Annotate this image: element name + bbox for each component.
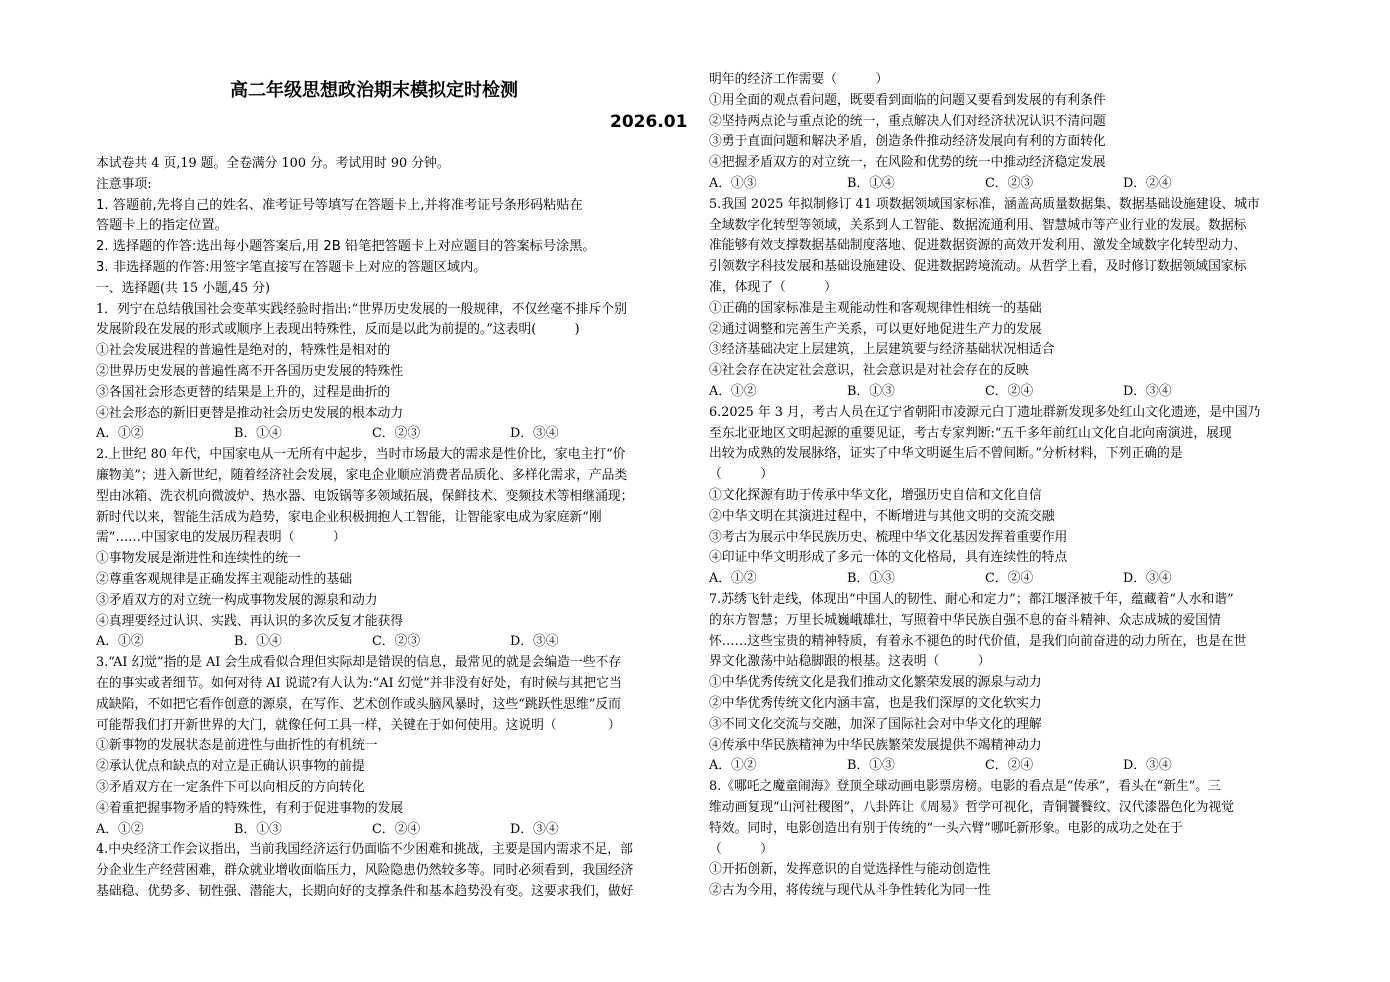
text-line: ①用全面的观点看问题，既要看到面临的问题又要看到发展的有利条件 bbox=[709, 92, 1106, 108]
text-line: ④着重把握事物矛盾的特殊性，有利于促进事物的发展 bbox=[96, 800, 404, 816]
text-line: 发展阶段在发展的形式或顺序上表现出特殊性，反而是以此为前提的。”这表明( ) bbox=[96, 322, 580, 338]
text-line: 7.苏绣飞针走线，体现出“中国人的韧性、耐心和定力”；都江堰泽被千年，蕴藏着“人水和谐” bbox=[709, 592, 1234, 607]
answer-options bbox=[96, 424, 648, 444]
answer-options bbox=[709, 382, 1261, 402]
text-line: ①开拓创新，发挥意识的自觉选择性与能动创造性 bbox=[709, 862, 991, 878]
text-line: ④社会形态的新旧更替是推动社会历史发展的根本动力 bbox=[96, 405, 404, 421]
text-line: 答题卡上的指定位置。 bbox=[96, 218, 228, 234]
text-line: 准能够有效支撑数据基础制度落地、促进数据资源的高效开发利用、激发全域数字化转型动力、 bbox=[709, 238, 1247, 254]
text-line: ①文化探源有助于传承中华文化，增强历史自信和文化自信 bbox=[709, 488, 1042, 503]
text-line: ④把握矛盾双方的对立统一，在风险和优势的统一中推动经济稳定发展 bbox=[709, 155, 1106, 171]
text-line: 型由冰箱、洗衣机向微波炉、热水器、电饭锅等多领域拓展，保鲜技术、变频技术等相继涌现； bbox=[96, 488, 634, 504]
answer-option: B．①④ bbox=[234, 634, 282, 650]
text-line: 需”……中国家电的发展历程表明（ ） bbox=[96, 530, 346, 546]
text-line: 3.“AI 幻觉”指的是 AI 会生成看似合理但实际却是错误的信息，最常见的就是会编造一些不存 bbox=[96, 655, 622, 671]
text-line: 维动画复现“山河社稷图”，八卦阵让《周易》哲学可视化，青铜饕餮纹、汉代漆器色化为视觉 bbox=[709, 800, 1234, 815]
text-line: ④传承中华民族精神为中华民族繁荣发展提供不竭精神动力 bbox=[709, 737, 1042, 753]
text-line: ③经济基础决定上层建筑，上层建筑要与经济基础状况相适合 bbox=[709, 342, 1055, 358]
answer-option: B．①③ bbox=[847, 758, 895, 774]
text-line: ②中华文明在其演进过程中，不断增进与其他文明的交流交融 bbox=[709, 508, 1055, 524]
text-line: 本试卷共 4 页,19 题。全卷满分 100 分。考试用时 90 分钟。 bbox=[96, 156, 450, 171]
text-line: 3. 非选择题的作答:用签字笔直接写在答题卡上对应的答题区域内。 bbox=[96, 260, 487, 275]
text-line: 界文化激荡中站稳脚跟的根基。这表明（ ） bbox=[709, 654, 991, 670]
text-line: ④真理要经过认识、实践、再认识的多次反复才能获得 bbox=[96, 613, 404, 629]
text-line: ①正确的国家标准是主观能动性和客观规律性相统一的基础 bbox=[709, 300, 1042, 316]
answer-options bbox=[709, 174, 1261, 194]
text-line: 新时代以来，智能生活成为趋势，家电企业积极拥抱人工智能，让智能家电成为家庭新“刚 bbox=[96, 509, 602, 525]
answer-options bbox=[96, 820, 648, 840]
answer-option: A．①② bbox=[96, 634, 144, 650]
text-line: ①中华优秀传统文化是我们推动文化繁荣发展的源泉与动力 bbox=[709, 675, 1042, 691]
text-line: 6.2025 年 3 月，考古人员在辽宁省朝阳市凌源元白丁遗址群新发现多处红山文化遗迹，是中国乃 bbox=[709, 404, 1261, 420]
text-line: 在的事实或者细节。如何对待 AI 说谎?有人认为:“AI 幻觉”并非没有好处，有时候与其把它当 bbox=[96, 676, 622, 691]
text-line: ③各国社会形态更替的结果是上升的，过程是曲折的 bbox=[96, 384, 391, 400]
text-line: ④社会存在决定社会意识，社会意识是对社会存在的反映 bbox=[709, 363, 1029, 379]
text-line: 明年的经济工作需要（ ） bbox=[709, 72, 889, 87]
text-line: 4.中央经济工作会议指出，当前我国经济运行仍面临不少困难和挑战，主要是国内需求不足，部 bbox=[96, 842, 633, 858]
text-line: ③勇于直面问题和解决矛盾，创造条件推动经济发展向有利的方面转化 bbox=[709, 134, 1106, 150]
text-line: 引领数字科技发展和基础设施建设、促进数据跨境流动。从哲学上看，及时修订数据领域国家标 bbox=[709, 259, 1247, 275]
text-line: 特效。同时，电影创造出有别于传统的“一头六臂”哪吒新形象。电影的成功之处在于 bbox=[709, 820, 1183, 836]
text-line: 8.《哪吒之魔童闹海》登顶全球动画电影票房榜。电影的看点是“传承”，看头在“新生”。三 bbox=[709, 779, 1221, 795]
text-line: ③矛盾双方在一定条件下可以向相反的方向转化 bbox=[96, 780, 365, 795]
answer-option: A．①③ bbox=[709, 176, 757, 191]
answer-options bbox=[96, 632, 648, 652]
answer-option: A．①② bbox=[96, 426, 144, 442]
text-line: ①社会发展进程的普遍性是绝对的，特殊性是相对的 bbox=[96, 343, 391, 359]
text-line: 可能帮我们打开新世界的大门，就像任何工具一样，关键在于如何使用。这说明（ ） bbox=[96, 717, 621, 733]
answer-option: C．②③ bbox=[985, 176, 1034, 191]
answer-option: C．②③ bbox=[372, 634, 421, 650]
answer-option: B．①③ bbox=[847, 384, 895, 399]
answer-option: C．②③ bbox=[372, 426, 421, 442]
answer-option: D．③④ bbox=[510, 821, 559, 837]
answer-option: D．③④ bbox=[510, 426, 559, 442]
answer-option: D．③④ bbox=[1123, 384, 1172, 399]
text-line: ②坚持两点论与重点论的统一，重点解决人们对经济状况认识不清问题 bbox=[709, 113, 1106, 129]
text-line: （ ） bbox=[709, 467, 773, 483]
text-line: 准，体现了（ ） bbox=[709, 280, 837, 295]
answer-option: A．①② bbox=[96, 821, 144, 837]
text-line: 成缺陷，不如把它看作创意的源泉，在写作、艺术创作或头脑风暴时，这些“跳跃性思维”反而 bbox=[96, 696, 621, 712]
answer-option: D．③④ bbox=[1123, 758, 1172, 774]
answer-option: D．③④ bbox=[1123, 571, 1172, 587]
text-line: 分企业生产经营困难，群众就业增收面临压力，风险隐患仍然较多等。同时必须看到，我国经济 bbox=[96, 863, 634, 879]
text-line: ②中华优秀传统文化内涵丰富，也是我们深厚的文化软实力 bbox=[709, 696, 1042, 711]
text-line: 的东方智慧；万里长城巍峨雄壮，写照着中华民族自强不息的奋斗精神、众志成城的爱国情 bbox=[709, 612, 1221, 628]
text-line: 出较为成熟的发展脉络，证实了中华文明诞生后不曾间断。”分析材料，下列正确的是 bbox=[709, 446, 1183, 462]
answer-options bbox=[709, 756, 1261, 776]
text-line: 注意事项: bbox=[96, 176, 152, 192]
text-line: ③不同文化交流与交融，加深了国际社会对中华文化的理解 bbox=[709, 716, 1042, 732]
text-line: 全域数字化转型等领域，关系到人工智能、数据流通利用、智慧城市等产业行业的发展。数据标 bbox=[709, 217, 1247, 233]
text-line: 廉物美”；进入新世纪，随着经济社会发展，家电企业顺应消费者品质化、多样化需求，产品类 bbox=[96, 468, 628, 483]
answer-option: D．②④ bbox=[1123, 176, 1172, 191]
answer-option: C．②④ bbox=[985, 758, 1034, 774]
answer-option: A．①② bbox=[709, 571, 757, 587]
exam-date: 2026.01 bbox=[610, 112, 688, 132]
page-title: 高二年级思想政治期末模拟定时检测 bbox=[230, 80, 518, 101]
answer-option: C．②④ bbox=[985, 571, 1034, 587]
text-line: 怀……这些宝贵的精神特质，有着永不褪色的时代价值，是我们向前奋进的动力所在，也是在世 bbox=[709, 633, 1247, 649]
text-line: ③考古为展示中华民族历史、梳理中华文化基因发挥着重要作用 bbox=[709, 529, 1068, 545]
text-line: （ ） bbox=[709, 841, 773, 857]
text-line: ③矛盾双方的对立统一构成事物发展的源泉和动力 bbox=[96, 592, 378, 608]
text-line: 2.上世纪 80 年代，中国家电从一无所有中起步，当时市场最大的需求是性价比，家电主打“价 bbox=[96, 447, 626, 463]
answer-option: B．①④ bbox=[847, 176, 895, 191]
text-line: ②通过调整和完善生产关系，可以更好地促进生产力的发展 bbox=[709, 321, 1042, 337]
text-line: ①新事物的发展状态是前进性与曲折性的有机统一 bbox=[96, 738, 378, 754]
text-line: 1．列宁在总结俄国社会变革实践经验时指出:“世界历史发展的一般规律，不仅丝毫不排斥个别 bbox=[96, 301, 627, 317]
text-line: 1. 答题前,先将自己的姓名、准考证号等填写在答题卡上,并将准考证号条形码粘贴在 bbox=[96, 197, 583, 213]
text-line: ②承认优点和缺点的对立是正确认识事物的前提 bbox=[96, 759, 365, 775]
text-line: 一、选择题(共 15 小题,45 分) bbox=[96, 280, 270, 296]
answer-option: D．③④ bbox=[510, 634, 559, 650]
text-line: ①事物发展是渐进性和连续性的统一 bbox=[96, 551, 301, 567]
text-line: 5.我国 2025 年拟制修订 41 项数据领域国家标准，涵盖高质量数据集、数据基础设施建设、城市 bbox=[709, 196, 1260, 212]
answer-option: A．①② bbox=[709, 384, 757, 399]
text-line: ④印证中华文明形成了多元一体的文化格局，具有连续性的特点 bbox=[709, 550, 1068, 566]
text-line: 基础稳、优势多、韧性强、潜能大，长期向好的支撑条件和基本趋势没有变。这要求我们，做好 bbox=[96, 884, 634, 899]
answer-options bbox=[709, 569, 1261, 589]
text-line: 2. 选择题的作答:选出每小题答案后,用 2B 铅笔把答题卡上对应题目的答案标号涂黑。 bbox=[96, 239, 596, 255]
answer-option: B．①④ bbox=[234, 426, 282, 442]
answer-option: B．①③ bbox=[847, 571, 895, 587]
text-line: 至东北亚地区文明起源的重要见证，考古专家判断:“五千多年前红山文化自北向南演进，展现 bbox=[709, 425, 1232, 441]
answer-option: B．①③ bbox=[234, 821, 282, 837]
text-line: ②古为今用，将传统与现代从斗争性转化为同一性 bbox=[709, 883, 991, 899]
answer-option: A．①② bbox=[709, 758, 757, 774]
text-line: ②世界历史发展的普遍性离不开各国历史发展的特殊性 bbox=[96, 364, 404, 379]
answer-option: C．②④ bbox=[985, 384, 1034, 399]
text-line: ②尊重客观规律是正确发挥主观能动性的基础 bbox=[96, 572, 352, 587]
answer-option: C．②④ bbox=[372, 821, 421, 837]
